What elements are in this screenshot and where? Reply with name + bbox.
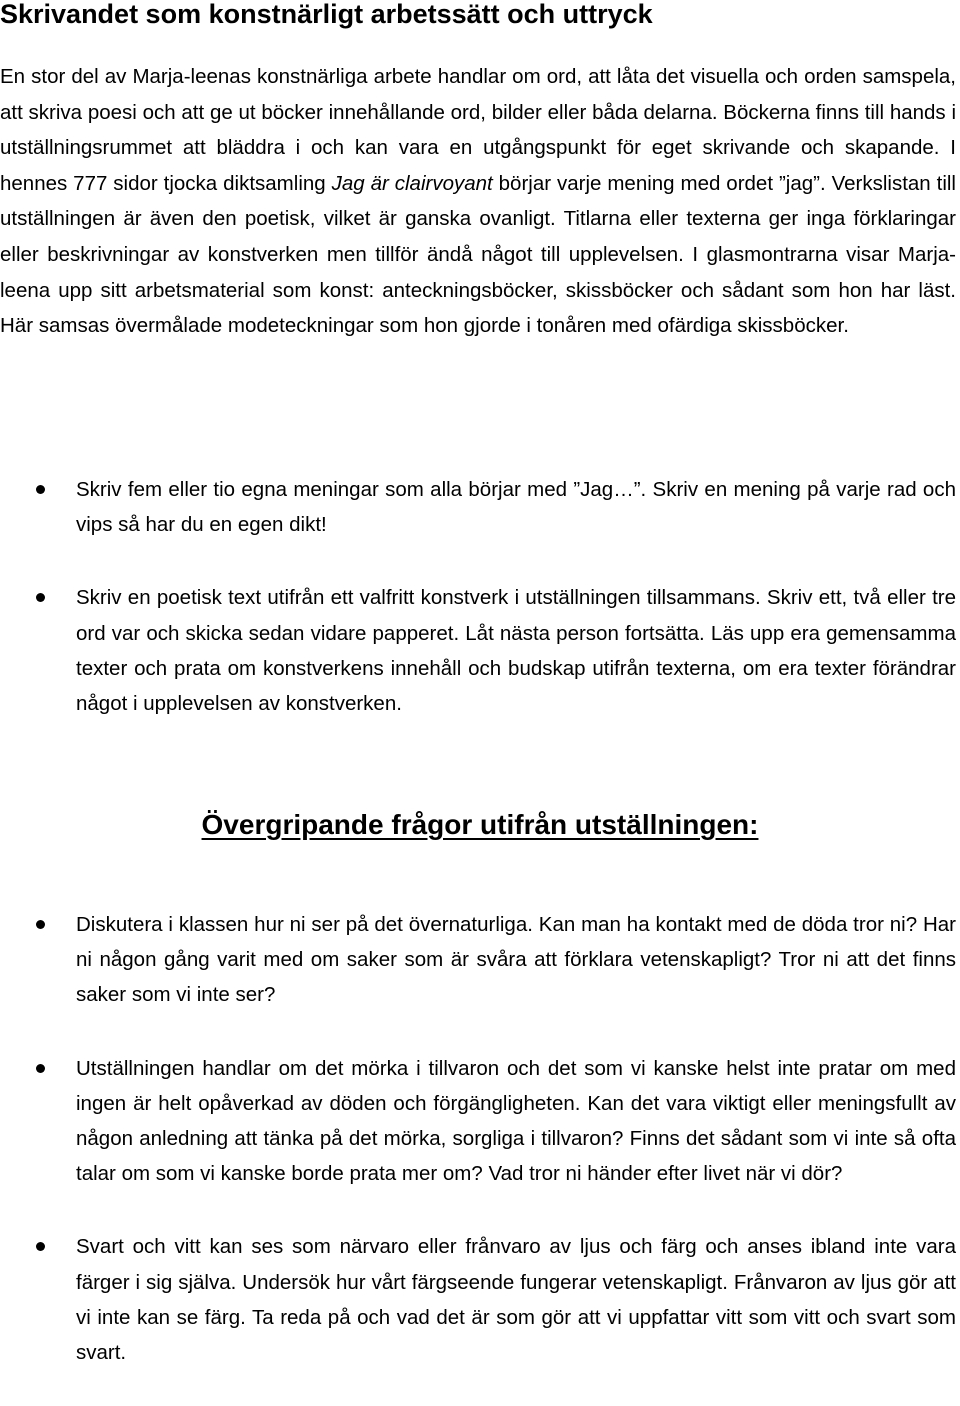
list-item-text: Skriv fem eller tio egna meningar som alla börjar med ”Jag…”. Skriv en mening på varje rad och vips så har du en egen dikt! (76, 478, 956, 537)
list-item (0, 1229, 956, 1370)
book-title: Jag är clairvoyant (331, 171, 493, 195)
list-item-text: Utställningen handlar om det mörka i tillvaron och det som vi kanske helst inte pratar om med ingen är helt opåverkad av döden och förgängligheten. Kan det vara viktigt eller meningsfullt av någon anledning att tänka på det mörka, sorgliga i tillvaron? Finns det sådant som vi inte så ofta talar om som vi kanske borde prata mer om? Vad tror ni händer efter livet när vi dör? (76, 1056, 956, 1186)
bullet-icon (36, 1242, 45, 1251)
list-item (0, 580, 956, 721)
bullet-icon (36, 593, 45, 602)
intro-text-part2: börjar varje mening med ordet ”jag”. Verkslistan till utställningen är även den poetisk, vilket är ganska ovanligt. Titlarna eller texterna ger inga förklaringar eller beskrivningar av konstverken men tillför ändå något till upplevelsen. I glasmontrarna visar Marja-leena upp sitt arbetsmaterial som konst: anteckningsböcker, skissböcker och sådant som hon har läst. Här samsas övermålade modeteckningar som hon gjorde i tonåren med ofärdiga skissböcker. (0, 171, 956, 338)
list-item (0, 472, 956, 542)
bullet-icon (36, 1064, 45, 1073)
intro-text-part1: En stor del av Marja-leenas konstnärliga arbete handlar om ord, att låta det visuella och orden samspela, att skriva poesi och att ge ut böcker innehållande ord, bilder eller båda delarna. Böckerna finns till hands i utställningsrummet att bläddra i och kan vara en utgångspunkt för eget skrivande och skapande. I hennes 777 sidor tjocka diktsamling (0, 65, 956, 195)
list-item (0, 907, 956, 1013)
writing-tasks-list (0, 472, 956, 721)
document-title: Skrivandet som konstnärligt arbetssätt och uttryck (0, 0, 653, 29)
list-item-text: Diskutera i klassen hur ni ser på det övernaturliga. Kan man ha kontakt med de döda tror ni? Har ni någon gång varit med om saker som är svåra att förklara vetenskapligt? Tror ni att det finns saker som vi inte ser? (76, 913, 956, 1007)
intro-paragraph (0, 59, 956, 344)
section-heading: Övergripande frågor utifrån utställningen: (201, 809, 759, 840)
bullet-icon (36, 485, 45, 494)
list-item-text: Skriv en poetisk text utifrån ett valfritt konstverk i utställningen tillsammans. Skriv ett, två eller tre ord var och skicka sedan vidare papperet. Låt nästa person fortsätta. Läs upp era gemensamma texter och prata om konstverkens innehåll och budskap utifrån texterna, om era texter förändrar något i upplevelsen av konstverken. (76, 586, 956, 716)
list-item (0, 1051, 956, 1192)
bullet-icon (36, 920, 45, 929)
questions-list (0, 907, 956, 1370)
list-item-text: Svart och vitt kan ses som närvaro eller frånvaro av ljus och färg och anses ibland inte vara färger i sig själva. Undersök hur vårt färgseende fungerar vetenskapligt. Frånvaron av ljus gör att vi inte kan se färg. Ta reda på och vad det är som gör att vi uppfattar vitt som vitt och svart som svart. (76, 1235, 956, 1365)
